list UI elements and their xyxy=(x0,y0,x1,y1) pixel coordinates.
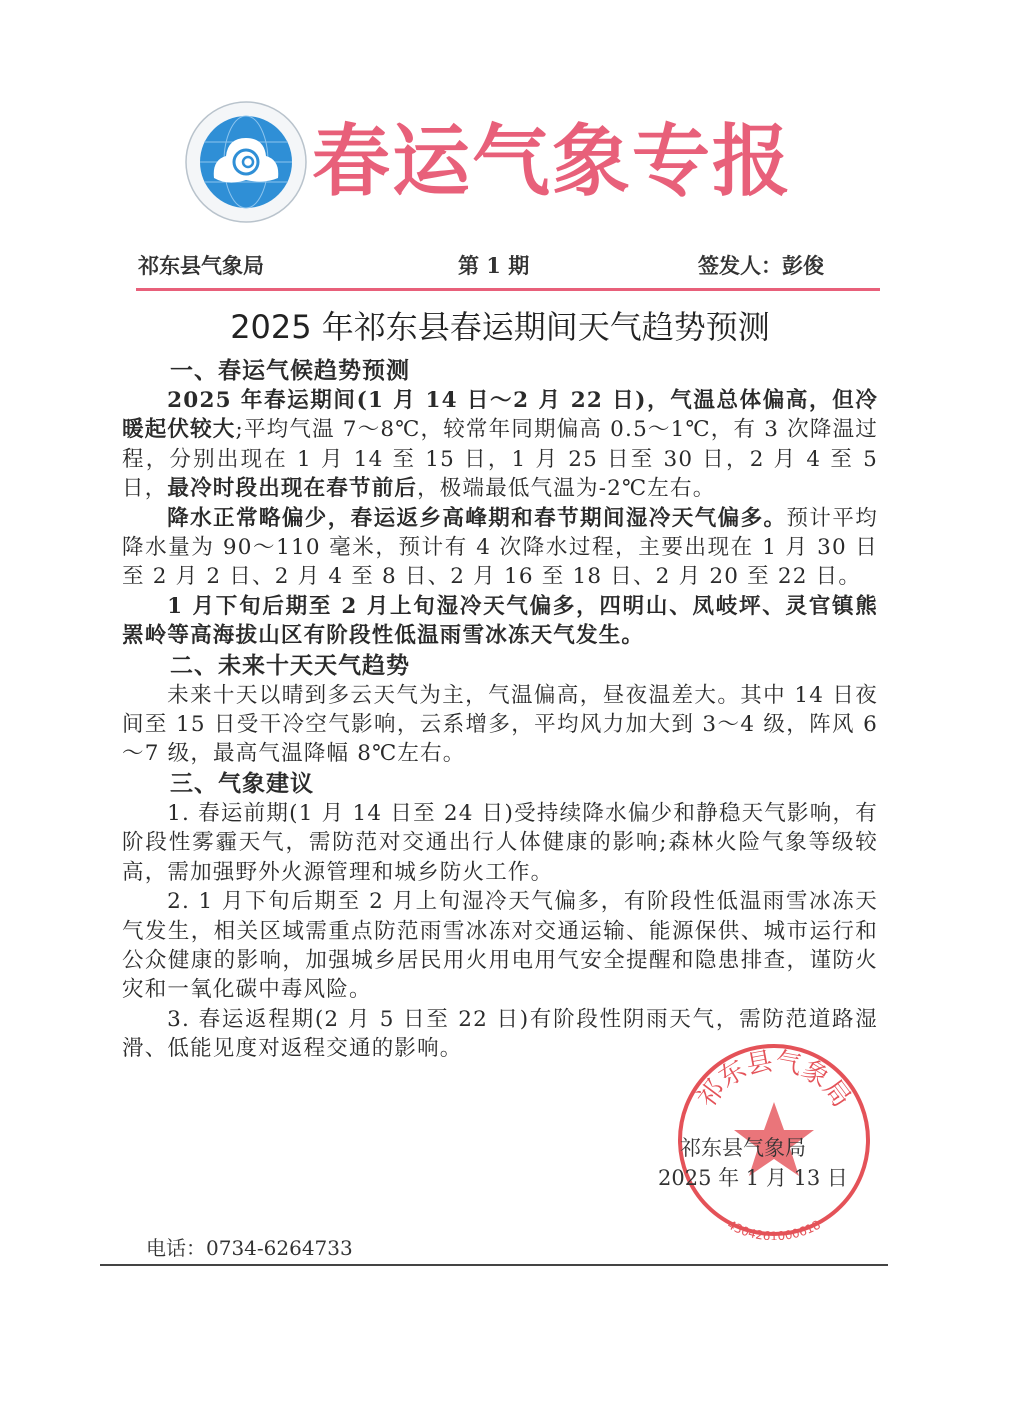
text: 3. 春运返程期(2 月 5 日至 22 日)有阶段性阴雨天气，需防范道路湿滑、低能见度对返程交通的影响。 xyxy=(122,1006,878,1062)
signature-org: 祁东县气象局 xyxy=(680,1136,806,1160)
text: 1. 春运前期(1 月 14 日至 24 日)受持续降水偏少和静稳天气影响，有阶段性雾霾天气，需防范对交通出行人体健康的影响;森林火险气象等级较高，需加强野外火源管理和城乡防火工作。 xyxy=(122,800,878,885)
bold-text: 1 月下旬后期至 2 月上旬湿冷天气偏多，四明山、凤岐坪、灵官镇熊罴岭等高海拔山区有阶段性低温雨雪冰冻天气发生。 xyxy=(122,593,878,649)
footer-divider xyxy=(100,1264,888,1266)
paragraph xyxy=(122,681,878,769)
bold-text: 2025 年春运期间(1 月 14 日～2 月 22 日)，气温总体偏高，但冷暖起伏较大 xyxy=(122,388,878,443)
text: ;平均气温 7～8℃，较常年同期偏高 0.5～1℃，有 3 次降温过程，分别出现在 1 月 14 至 15 日，1 月 25 日至 30 日，2 月 4 至 5 日， xyxy=(122,417,878,502)
bold-text: 降水正常略偏少，春运返乡高峰期和春节期间湿冷天气偏多。 xyxy=(167,505,787,531)
section-heading: 二、未来十天天气趋势 xyxy=(170,651,410,679)
paragraph xyxy=(122,799,878,887)
document-title: 2025 年祁东县春运期间天气趋势预测 xyxy=(230,308,770,346)
bold-text: 最冷时段出现在春节前后 xyxy=(167,476,418,502)
cma-logo xyxy=(184,100,308,224)
issuer: 祁东县气象局 xyxy=(138,253,264,278)
text: 预计平均降水量为 90～110 毫米，预计有 4 次降水过程，主要出现在 1 月 30 日至 2 月 2 日、2 月 4 至 8 日、2 月 16 至 18 日、2 月 20 至 22 日。 xyxy=(122,505,878,590)
seal-code: 4304261000618 xyxy=(725,1217,823,1240)
phone-number: 电话：0734-6264733 xyxy=(146,1236,353,1260)
svg-text:4304261000618 xyxy=(725,1218,823,1240)
issue-date: 2025 年 1 月 13 日 xyxy=(658,1166,848,1190)
text: ，极端最低气温为-2℃左右。 xyxy=(417,476,716,502)
section-heading: 一、春运气候趋势预测 xyxy=(170,357,410,384)
paragraph xyxy=(122,887,878,1005)
masthead-title: 春运气象专报 xyxy=(312,117,793,207)
text: 未来十天以晴到多云天气为主，气温偏高，昼夜温差大。其中 14 日夜间至 15 日受干冷空气影响，云系增多，平均风力加大到 3～4 级，阵风 6～7 级，最高气温降幅 8℃左右。 xyxy=(122,682,878,767)
issue-number: 第 1 期 xyxy=(458,253,530,278)
document-body xyxy=(122,356,878,1064)
signer: 签发人：彭俊 xyxy=(698,253,824,278)
paragraph xyxy=(122,386,878,504)
section-heading: 三、气象建议 xyxy=(170,769,314,797)
seal-text: 祁东县气象局 xyxy=(691,1046,857,1114)
header-divider xyxy=(136,288,880,291)
text: 2. 1 月下旬后期至 2 月上旬湿冷天气偏多，有阶段性低温雨雪冰冻天气发生，相关区域需重点防范雨雪冰冻对交通运输、能源保供、城市运行和公众健康的影响，加强城乡居民用火用电用气安全提醒和隐患排查，谨防火灾和一氧化碳中毒风险。 xyxy=(122,889,878,1003)
paragraph xyxy=(122,592,878,651)
paragraph xyxy=(122,504,878,592)
